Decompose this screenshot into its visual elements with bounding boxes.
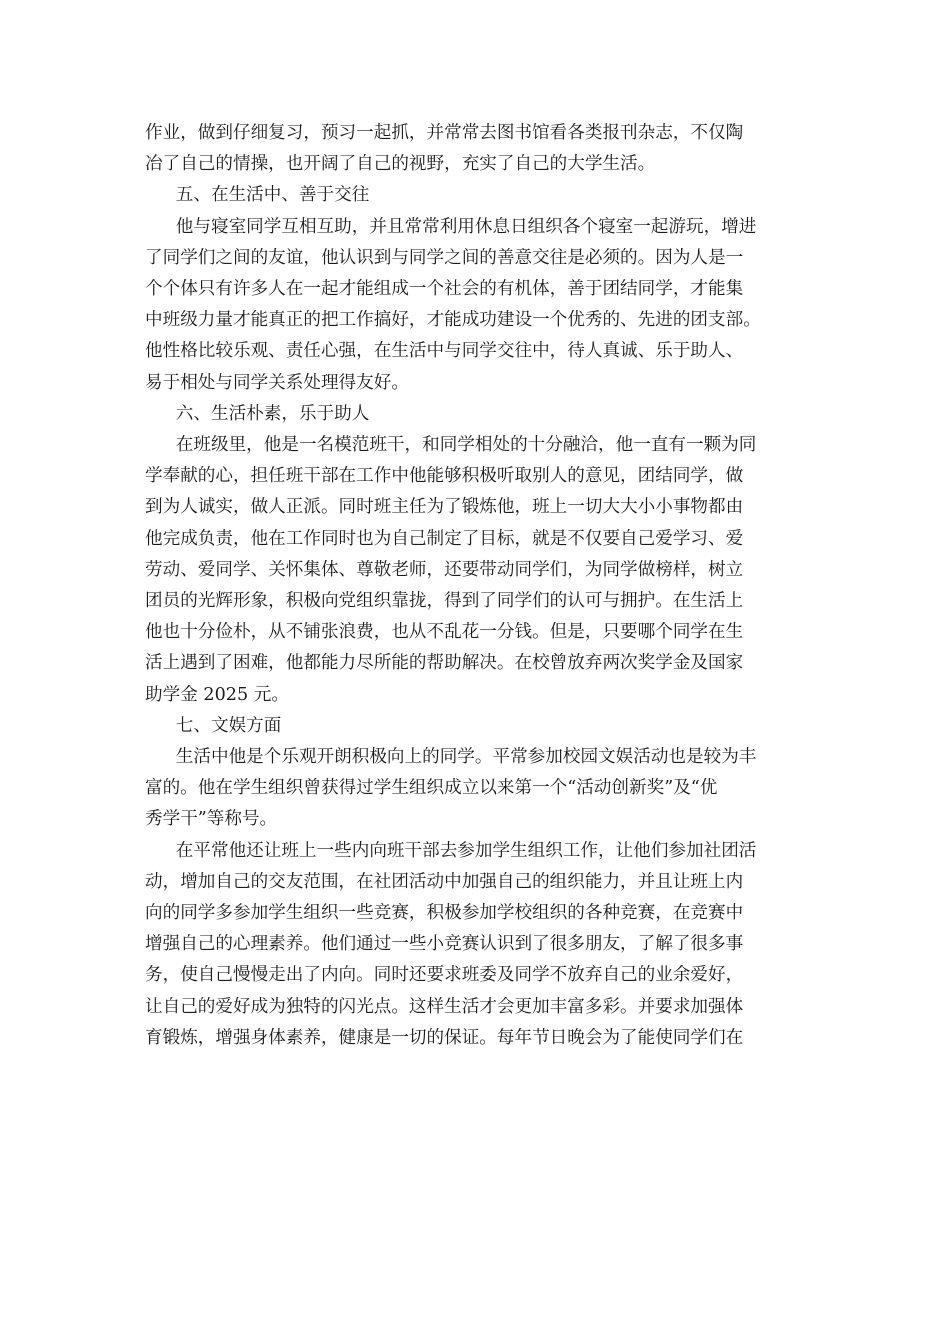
paragraph-line: 他性格比较乐观、责任心强，在生活中与同学交往中，待人真诚、乐于助人、: [145, 341, 744, 362]
section-heading: 六、生活朴素，乐于助人: [175, 403, 370, 424]
paragraph-line: 富的。他在学生组织曾获得过学生组织成立以来第一个“活动创新奖”及“优: [145, 778, 718, 799]
paragraph-line: 他也十分俭朴，从不铺张浪费，也从不乱花一分钱。但是，只要哪个同学在生: [145, 622, 744, 643]
paragraph-line: 作业，做到仔细复习，预习一起抓，并常常去图书馆看各类报刊杂志，不仅陶: [145, 123, 744, 143]
section-heading: 五、在生活中、善于交往: [175, 185, 370, 206]
paragraph-line: 个个体只有许多人在一起才能组成一个社会的有机体，善于团结同学，才能集: [145, 279, 744, 300]
paragraph-line: 易于相处与同学关系处理得友好。: [145, 372, 409, 393]
paragraph-line: 到为人诚实，做人正派。同时班主任为了锻炼他，班上一切大大小小事物都由: [145, 497, 744, 518]
paragraph-line: 育锻炼，增强身体素养，健康是一切的保证。每年节日晚会为了能使同学们在: [145, 1027, 744, 1048]
paragraph-line: 活上遇到了困难，他都能力尽所能的帮助解决。在校曾放弃两次奖学金及国家: [145, 653, 744, 674]
paragraph-first-line: 在班级里，他是一名模范班干，和同学相处的十分融洽，他一直有一颗为同: [175, 435, 757, 456]
paragraph-first-line: 他与寝室同学互相互助，并且常常利用休息日组织各个寝室一起游玩，增进: [175, 216, 757, 237]
paragraph-line: 秀学干”等称号。: [145, 809, 278, 830]
paragraph-line: 让自己的爱好成为独特的闪光点。这样生活才会更加丰富多彩。并要求加强体: [145, 996, 744, 1017]
paragraph-line: 团员的光辉形象，积极向党组织靠拢，得到了同学们的认可与拥护。在生活上: [145, 591, 744, 612]
paragraph-first-line: 在平常他还让班上一些内向班干部去参加学生组织工作，让他们参加社团活: [175, 840, 757, 861]
paragraph-first-line: 生活中他是个乐观开朗积极向上的同学。平常参加校园文娱活动也是较为丰: [175, 747, 757, 768]
paragraph-line: 冶了自己的情操，也开阔了自己的视野，充实了自己的大学生活。: [145, 154, 656, 175]
paragraph-line: 劳动、爱同学、关怀集体、尊敬老师，还要带动同学们，为同学做榜样，树立: [145, 559, 744, 580]
paragraph-line: 助学金 2025 元。: [145, 684, 289, 705]
paragraph-line: 务，使自己慢慢走出了内向。同时还要求班委及同学不放弃自己的业余爱好，: [145, 965, 744, 986]
document-body: [145, 118, 802, 1054]
paragraph-line: 向的同学多参加学生组织一些竞赛，积极参加学校组织的各种竞赛，在竞赛中: [145, 903, 744, 924]
paragraph-line: 学奉献的心，担任班干部在工作中他能够积极听取别人的意见，团结同学，做: [145, 466, 744, 487]
paragraph-line: 增强自己的心理素养。他们通过一些小竞赛认识到了很多朋友，了解了很多事: [145, 934, 744, 955]
paragraph-line: 中班级力量才能真正的把工作搞好，才能成功建设一个优秀的、先进的团支部。: [145, 310, 761, 331]
paragraph-line: 动，增加自己的交友范围，在社团活动中加强自己的组织能力，并且让班上内: [145, 871, 744, 892]
paragraph-line: 他完成负责，他在工作同时也为自己制定了目标，就是不仅要自己爱学习、爱: [145, 528, 744, 549]
paragraph-line: 了同学们之间的友谊，他认识到与同学之间的善意交往是必须的。因为人是一: [145, 247, 744, 268]
section-heading: 七、文娱方面: [175, 715, 282, 736]
